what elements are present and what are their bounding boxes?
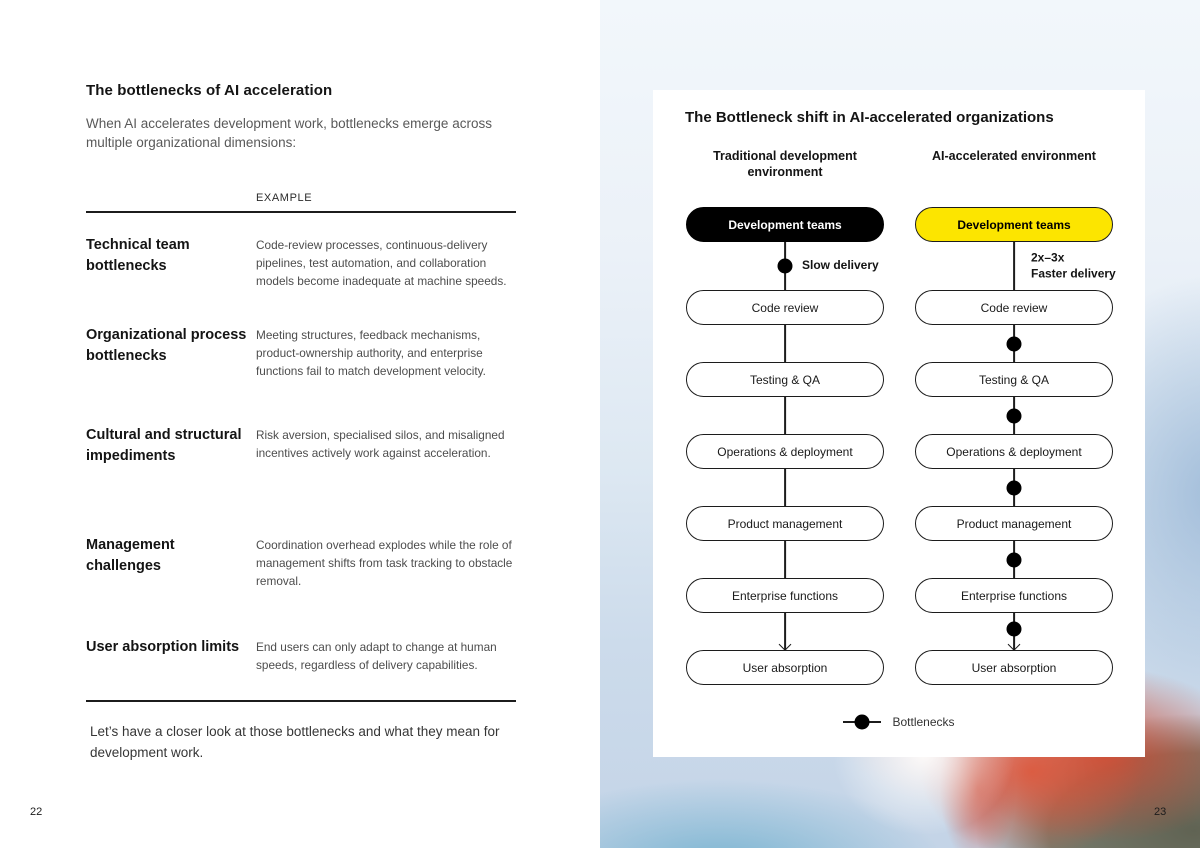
table-row <box>86 425 516 535</box>
connector-with-bottleneck <box>915 541 1113 578</box>
table-bottom-rule <box>86 700 516 702</box>
left-page-content <box>86 82 516 763</box>
column-header-ai: AI-accelerated environment <box>932 149 1096 163</box>
example-text: Risk aversion, specialised silos, and misaligned incentives actively work against acceleration. <box>256 428 505 460</box>
stage-pill: Testing & QA <box>686 362 884 397</box>
term-label: Organizational process bottlenecks <box>86 327 247 365</box>
stage-pill: Enterprise functions <box>686 578 884 613</box>
stage-pill: Product management <box>686 506 884 541</box>
connector-label: Slow delivery <box>802 258 879 273</box>
connector-with-bottleneck <box>915 325 1113 362</box>
stage-pill: Operations & deployment <box>915 434 1113 469</box>
stage-pill: Testing & QA <box>915 362 1113 397</box>
connector-with-bottleneck <box>915 397 1113 434</box>
term-label: Technical team bottlenecks <box>86 237 190 275</box>
stage-pill: User absorption <box>915 650 1113 685</box>
bottleneck-dot-icon <box>1007 408 1022 423</box>
column-header-traditional: Traditional development environment <box>713 149 857 180</box>
connector-with-bottleneck-arrow <box>915 613 1113 650</box>
example-text: Meeting structures, feedback mechanisms, product-ownership authority, and enterprise functions fail to match development velocity. <box>256 328 486 378</box>
table-row <box>86 535 516 637</box>
page-right-photo-background <box>600 0 1200 848</box>
diagram-card <box>653 90 1145 757</box>
bottleneck-table <box>86 213 516 700</box>
connector-slow-delivery <box>686 242 884 290</box>
example-text: Coordination overhead explodes while the role of management shifts from task tracking to obstacle removal. <box>256 538 513 588</box>
pill-development-teams-traditional: Development teams <box>686 207 884 242</box>
stage-pill: Product management <box>915 506 1113 541</box>
stage-pill: Code review <box>915 290 1113 325</box>
term-label: Management challenges <box>86 537 175 575</box>
stage-pill: Enterprise functions <box>915 578 1113 613</box>
bottleneck-dot-icon <box>1007 621 1022 636</box>
bottleneck-dot-icon <box>855 715 870 730</box>
table-row <box>86 235 516 325</box>
stage-pill: Code review <box>686 290 884 325</box>
closing-text: Let’s have a closer look at those bottlenecks and what they mean for development work. <box>90 724 500 760</box>
stage-pill: Operations & deployment <box>686 434 884 469</box>
faster-delivery-line2: Faster delivery <box>1031 266 1116 280</box>
term-label: User absorption limits <box>86 639 240 656</box>
stage-pill: User absorption <box>686 650 884 685</box>
bottleneck-dot-icon <box>1007 480 1022 495</box>
legend-label: Bottlenecks <box>892 715 955 729</box>
page-title: The bottlenecks of AI acceleration <box>86 82 333 99</box>
connector <box>686 541 884 578</box>
legend <box>653 714 1145 730</box>
connector <box>686 325 884 362</box>
example-text: End users can only adapt to change at human speeds, regardless of delivery capabilities. <box>256 640 497 672</box>
bottleneck-dot-icon <box>1007 336 1022 351</box>
bottleneck-legend-icon <box>843 714 881 730</box>
faster-delivery-line1: 2x–3x <box>1031 250 1065 265</box>
bottleneck-dot-icon <box>778 259 793 274</box>
intro-text: When AI accelerates development work, bottlenecks emerge across multiple organizational dimensions: <box>86 116 492 151</box>
term-label: Cultural and structural impediments <box>86 427 242 465</box>
bottleneck-dot-icon <box>1007 552 1022 567</box>
column-traditional <box>686 148 884 685</box>
connector <box>686 469 884 506</box>
example-column-header: EXAMPLE <box>256 192 313 205</box>
connector-with-bottleneck <box>915 469 1113 506</box>
page-number-right: 23 <box>1154 806 1167 818</box>
connector-label <box>1031 250 1116 281</box>
column-ai-accelerated <box>915 148 1116 685</box>
table-row <box>86 325 516 425</box>
connector <box>686 397 884 434</box>
connector-arrow-down <box>686 613 884 650</box>
pill-development-teams-ai: Development teams <box>915 207 1113 242</box>
diagram-title: The Bottleneck shift in AI-accelerated organizations <box>685 109 1054 126</box>
connector-faster-delivery <box>915 242 1116 290</box>
table-row <box>86 637 516 700</box>
example-text: Code-review processes, continuous-delivery pipelines, test automation, and collaboration models become inadequate at machine speeds. <box>256 238 507 288</box>
page-number-left: 22 <box>30 806 43 818</box>
